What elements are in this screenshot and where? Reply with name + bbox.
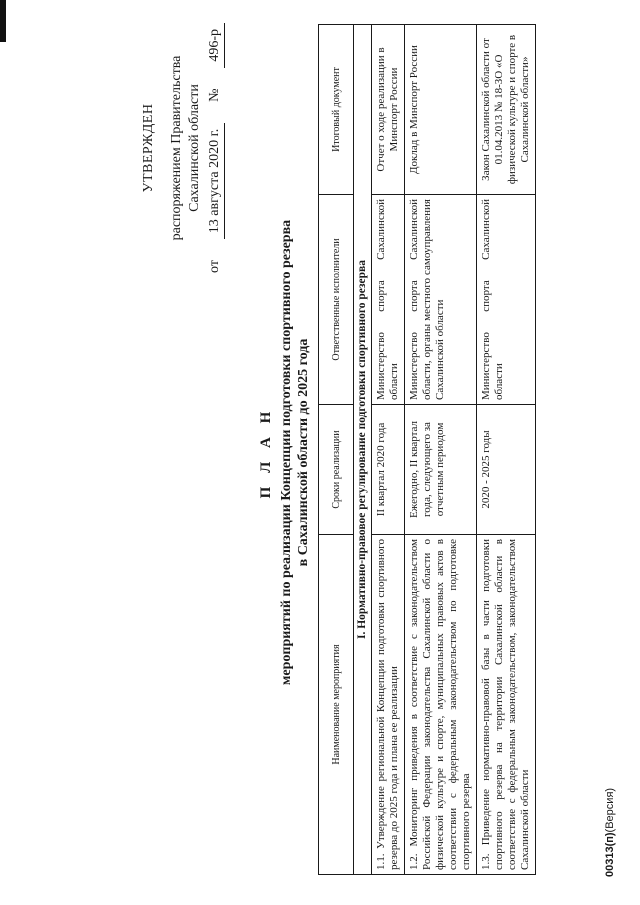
section-row [354, 25, 372, 875]
table-row [405, 25, 477, 875]
row-result: Доклад в Минспорт России [405, 25, 477, 195]
approval-block [140, 23, 225, 273]
plan-heading: П Л А Н [258, 406, 274, 499]
header-executor: Ответственные исполнители [319, 195, 354, 405]
approval-date-line [206, 23, 225, 273]
plan-subtitle-line-1: мероприятий по реализации Концепции подготовки спортивного резерва [279, 219, 294, 686]
table-row [372, 25, 405, 875]
header-result: Итоговый документ [319, 25, 354, 195]
approval-from: от [207, 260, 222, 273]
plan-title [258, 0, 312, 905]
approval-title: УТВЕРЖДЕН [141, 103, 156, 193]
document-code-suffix: (Версия) [604, 787, 616, 833]
row-result: Отчет о ходе реализации в Минспорт России [372, 25, 405, 195]
row-name: 1.2. Мониторинг приведения в соответствие с законодательством Российской Федерации законодательства Сахалинской области о физической культуре и спорте, муниципальных правовых актов в соответствии с федеральным законодательством по подготовке спортивного резерва [405, 535, 477, 875]
header-name: Наименование мероприятия [319, 535, 354, 875]
document-code [604, 788, 616, 877]
approval-date: 13 августа 2020 г. [206, 123, 225, 239]
row-name: 1.3. Приведение нормативно-правовой базы в части подготовки спортивного резерва на территории Сахалинской области в соответствие с федеральным законодательством, законодательством Сахалинской области [477, 535, 536, 875]
row-term: 2020 - 2025 годы [477, 405, 536, 535]
row-executor: Министерство спорта Сахалинской области [372, 195, 405, 405]
row-name: 1.1. Утверждение региональной Концепции подготовки спортивного резерва до 2025 года и плана ее реализации [372, 535, 405, 875]
table-row [477, 25, 536, 875]
approval-line-1: распоряжением Правительства [169, 55, 184, 241]
document-code-number: 00313(п) [604, 832, 616, 877]
approval-number: 496-р [206, 23, 225, 68]
approval-number-sign: № [207, 88, 222, 102]
row-executor: Министерство спорта Сахалинской области [477, 195, 536, 405]
section-title: I. Нормативно-правовое регулирование подготовки спортивного резерва [354, 25, 372, 875]
table-header-row [319, 25, 354, 875]
plan-subtitle-line-2: в Сахалинской области до 2025 года [296, 338, 311, 567]
row-result: Закон Сахалинской области от 01.04.2013 № 18-ЗО «О физической культуре и спорте в Сахалинской области» [477, 25, 536, 195]
header-term: Сроки реализации [319, 405, 354, 535]
row-term: II квартал 2020 года [372, 405, 405, 535]
row-executor: Министерство спорта Сахалинской области, органы местного самоуправления Сахалинской области [405, 195, 477, 405]
plan-table [318, 24, 536, 875]
row-term: Ежегодно, II квартал года, следующего за отчетным периодом [405, 405, 477, 535]
approval-line-2: Сахалинской области [187, 84, 202, 212]
